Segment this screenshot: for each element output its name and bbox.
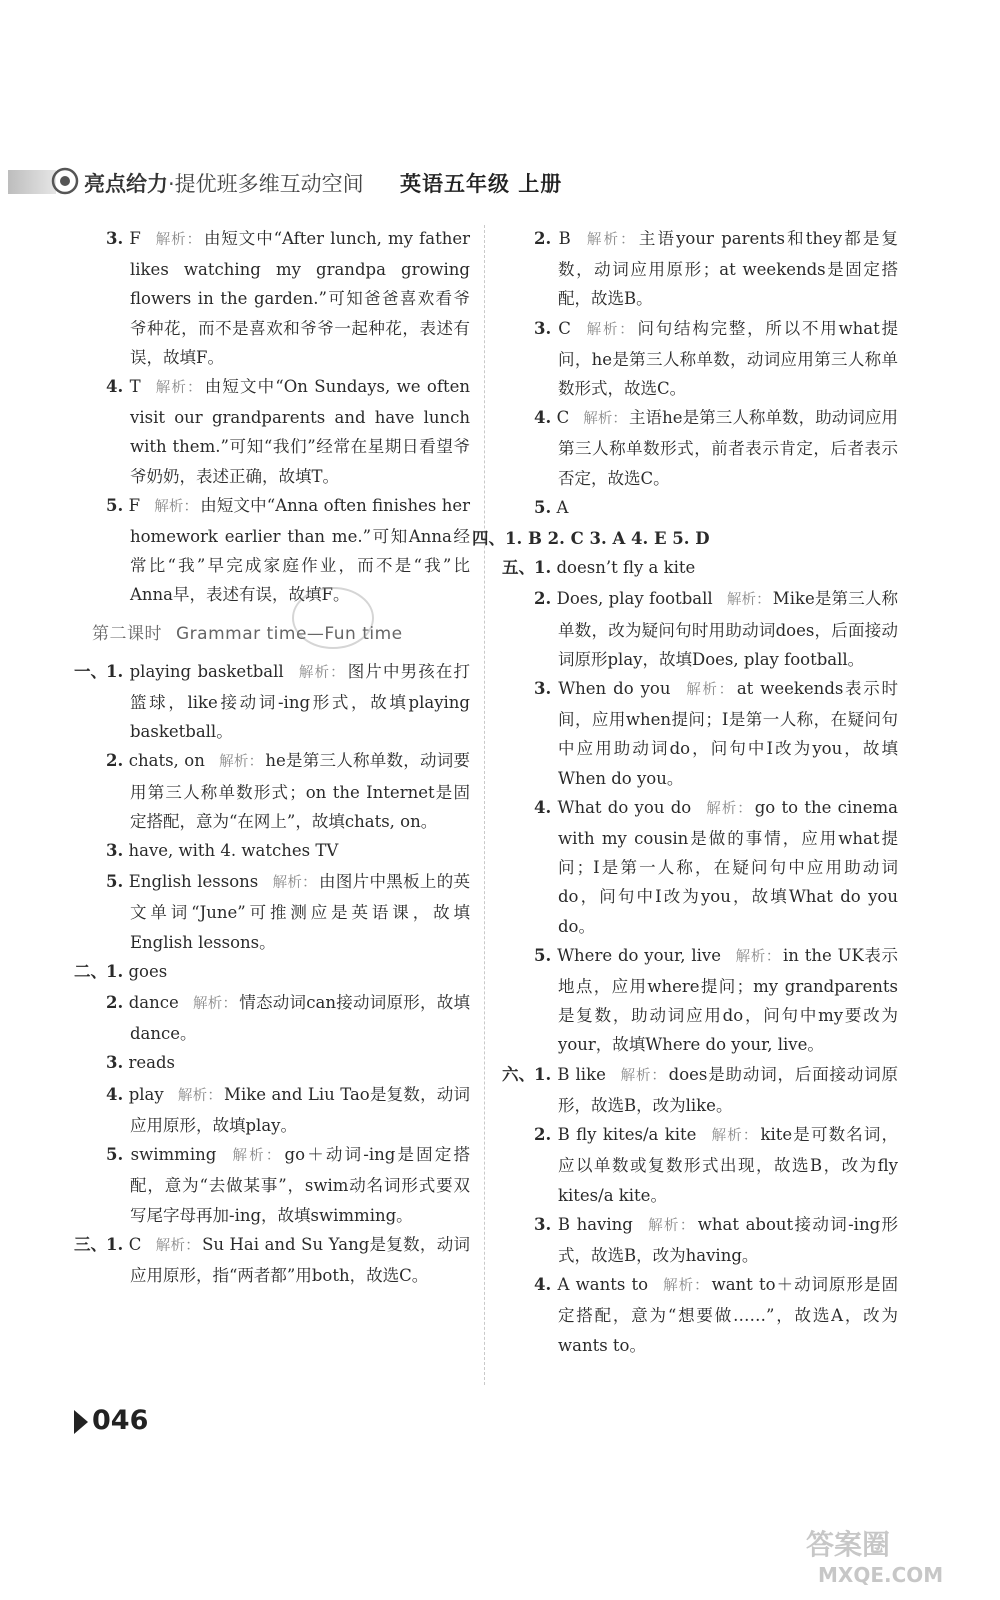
answer-item	[502, 1120, 898, 1210]
section-2	[74, 957, 470, 1230]
item-number: 1.	[534, 558, 552, 578]
answer-item	[502, 493, 898, 524]
item-answer: C	[556, 408, 570, 428]
analysis-label: 解析：	[584, 321, 636, 338]
answer-item	[502, 314, 898, 404]
analysis-label: 解析：	[192, 996, 238, 1013]
analysis-text: 由短文中“After lunch, my father likes watching my grandpa growing flowers in the garden.”可知爸爸喜欢看爷爷种花，而不是喜欢和爷爷一起种花，表述有误，故填F。	[130, 229, 470, 367]
answer-item	[74, 746, 470, 836]
item-number: 4.	[106, 1084, 124, 1104]
item-number: 1.	[106, 661, 124, 681]
item-answer: reads	[128, 1053, 176, 1073]
analysis-label: 解析：	[705, 800, 753, 817]
item-answer: Where do your, live	[557, 945, 721, 965]
analysis-text: he是第三人称单数，动词要用第三人称单数形式；on the Internet是固定搭配，意为“在网上”，故填chats, on。	[130, 751, 470, 831]
item-answer: Does, play football	[556, 589, 713, 609]
answer-item	[74, 988, 470, 1048]
analysis-text: does是助动词，后面接动词原形，故选B，改为like。	[558, 1064, 899, 1115]
item-number: 5.	[106, 1145, 124, 1165]
analysis-text: 主语he是第三人称单数，助动词应用第三人称单数形式，前者表示肯定，后者表示否定，故选C。	[558, 408, 898, 488]
item-number: 4.	[534, 408, 552, 428]
analysis-text: go to the cinema with my cousin是做的事情，应用what提问；I是第一人称，在疑问句中应用助动词do，问句中I改为you，故填What do you do。	[558, 797, 898, 936]
answer-item	[74, 1140, 470, 1230]
lesson-title-en: Grammar time—Fun time	[176, 623, 403, 644]
item-number: 3.	[106, 229, 124, 248]
analysis-text: 由图片中黑板上的英文单词“June”可推测应是英语课，故填English lessons。	[130, 872, 470, 952]
item-answer: dance	[128, 993, 179, 1013]
analysis-text: in the UK表示地点，应用where提问；my grandparents是复数，助动词应用do，问句中my要改为your，故填Where do your, live。	[558, 945, 899, 1055]
right-column	[472, 224, 899, 1360]
item-number: 3.	[534, 1214, 552, 1234]
analysis-label: 解析：	[710, 1128, 759, 1145]
page-number: 046	[92, 1405, 149, 1436]
analysis-text: Mike and Liu Tao是复数，动词应用原形，故填play。	[130, 1084, 470, 1135]
header-decor-bar	[8, 170, 56, 194]
answer-item	[502, 553, 898, 584]
answer-item	[502, 941, 898, 1060]
analysis-text: what about接动词-ing形式，故选B，改为having。	[558, 1214, 899, 1265]
answer-item	[502, 224, 898, 314]
section-head: 五、	[502, 558, 535, 578]
item-answer: swimming	[130, 1145, 217, 1165]
item-answer: B	[558, 229, 571, 248]
analysis-label: 解析：	[272, 875, 317, 892]
lesson-title	[92, 620, 470, 649]
analysis-label: 解析：	[726, 592, 771, 609]
answer-item	[74, 491, 470, 610]
analysis-text: want to＋动词原形是固定搭配，意为“想要做……”，故选A，改为wants to。	[558, 1275, 899, 1355]
item-answer: B fly kites/a kite	[557, 1125, 697, 1145]
item-number: 3.	[106, 841, 124, 861]
item-answer: What do you do	[557, 797, 692, 817]
brand-logo-icon	[50, 166, 80, 196]
analysis-text: 由短文中“On Sundays, we often visit our grandparents and have lunch with them.”可知“我们”经常在星期日看望爷爷奶奶，表述正确，故填T。	[130, 377, 470, 486]
answer-item	[502, 674, 898, 793]
item-number: 3.	[534, 318, 552, 338]
item-answer: C	[128, 1234, 142, 1254]
item-number: 5.	[534, 497, 552, 517]
answer-item	[74, 224, 470, 372]
item-number: 3.	[534, 679, 552, 699]
answer-item	[502, 403, 898, 493]
answer-item	[502, 1270, 898, 1360]
item-number: 2.	[534, 1125, 552, 1145]
column-divider	[484, 225, 485, 1385]
answer-item	[74, 1230, 470, 1290]
item-answer: play	[128, 1084, 164, 1104]
analysis-text: Mike是第三人称单数，改为疑问句时用助动词does，后面接动词原形play，故填Does, play football。	[558, 589, 899, 669]
answer-item	[74, 1048, 470, 1079]
item-answer: playing basketball	[129, 661, 284, 681]
lesson-title-cn: 第二课时	[92, 623, 162, 644]
analysis-text: 图片中男孩在打篮球，like接动词-ing形式，故填playing basketball。	[130, 661, 471, 742]
item-number: 1.	[106, 1234, 124, 1254]
item-answer: F	[129, 229, 141, 248]
item-answer: F	[128, 495, 141, 515]
item-number: 1.	[534, 1064, 552, 1084]
page-header	[0, 160, 1000, 204]
section-4-head: 四、	[472, 529, 505, 549]
item-answer: goes	[128, 961, 168, 981]
answer-item	[74, 867, 470, 957]
analysis-label: 解析：	[155, 1237, 201, 1254]
faint-stamp-mark	[288, 583, 378, 653]
page-arrow-icon	[74, 1410, 88, 1434]
analysis-text: 情态动词can接动词原形，故填dance。	[130, 993, 470, 1044]
brand-name: 亮点给力	[84, 172, 168, 196]
section-1	[74, 657, 470, 957]
analysis-label: 解析：	[177, 1087, 223, 1104]
answer-item	[502, 584, 898, 674]
analysis-text: 由短文中“Anna often finishes her homework earlier than me.”可知Anna经常比“我”早完成家庭作业，而不是“我”比Anna早，表述有误，故填F。	[130, 495, 471, 605]
brand-series: ·提优班多维互动空间	[168, 172, 364, 196]
section-head: 三、	[74, 1234, 107, 1254]
section-3	[74, 1230, 470, 1290]
section-6	[502, 1060, 898, 1360]
answer-item	[502, 1060, 898, 1120]
item-answer: B having	[557, 1214, 633, 1234]
analysis-text: at weekends表示时间，应用when提问；I是第一人称，在疑问句中应用助动词do，问句中I改为you，故填When do you。	[558, 679, 898, 788]
watermark-url: MXQE.COM	[818, 1563, 944, 1587]
left-column	[74, 224, 470, 1290]
item-answer: T	[129, 377, 141, 397]
analysis-text: 主语your parents和they都是复数，动词应用原形；at weekends是固定搭配，故选B。	[558, 229, 899, 309]
section-head: 二、	[74, 961, 107, 981]
item-number: 2.	[106, 751, 124, 771]
header-subject: 英语五年级 上册	[400, 172, 563, 196]
item-answer: When do you	[558, 679, 671, 699]
left-items-a	[74, 224, 470, 610]
item-number: 2.	[534, 589, 552, 609]
watermark-logo	[798, 1524, 978, 1588]
item-answer: have, with 4. watches TV	[128, 841, 339, 861]
analysis-label: 解析：	[662, 1278, 710, 1295]
item-answer: B like	[557, 1064, 606, 1084]
item-number: 4.	[106, 377, 124, 397]
analysis-text: kite是可数名词，应以单数或复数形式出现，故选B，改为fly kites/a kite。	[558, 1125, 899, 1205]
answer-item	[74, 657, 470, 747]
item-number: 2.	[106, 993, 124, 1013]
item-number: 4.	[534, 1275, 552, 1295]
right-items-a	[502, 224, 898, 524]
watermark-cn: 答案圈	[806, 1528, 891, 1561]
section-4-answers: 1. B 2. C 3. A 4. E 5. D	[505, 529, 710, 549]
item-answer: chats, on	[128, 751, 205, 771]
analysis-label: 解析：	[297, 664, 346, 681]
header-brand	[84, 168, 364, 198]
item-number: 5.	[534, 945, 552, 965]
analysis-label: 解析：	[584, 232, 637, 248]
analysis-label: 解析：	[735, 948, 781, 965]
item-answer: English lessons	[128, 872, 259, 892]
item-answer: doesn’t fly a kite	[556, 558, 696, 578]
section-head: 六、	[502, 1064, 535, 1084]
section-head: 一、	[74, 661, 107, 681]
analysis-label: 解析：	[583, 411, 627, 428]
analysis-label: 解析：	[154, 380, 203, 397]
analysis-label: 解析：	[646, 1217, 696, 1234]
analysis-label: 解析：	[684, 682, 735, 699]
answer-item	[502, 793, 898, 941]
answer-item	[74, 836, 470, 867]
analysis-text: 问句结构完整，所以不用what提问，he是第三人称单数，动词应用第三人称单数形式，故选C。	[558, 318, 899, 399]
analysis-label: 解析：	[154, 232, 202, 248]
answer-item	[74, 1080, 470, 1140]
item-number: 1.	[106, 961, 124, 981]
analysis-label: 解析：	[154, 498, 199, 515]
answer-item	[74, 957, 470, 988]
analysis-label: 解析：	[230, 1148, 283, 1165]
answer-item	[502, 1210, 898, 1270]
answer-item	[74, 372, 470, 491]
item-number: 5.	[106, 872, 124, 892]
analysis-text: Su Hai and Su Yang是复数，动词应用原形，指“两者都”用both，故选C。	[130, 1234, 471, 1285]
item-answer: C	[558, 318, 571, 338]
item-answer: A wants to	[557, 1275, 649, 1295]
section-4	[472, 524, 898, 553]
item-number: 4.	[534, 797, 552, 817]
analysis-text: go＋动词-ing是固定搭配，意为“去做某事”，swim动名词形式要双写尾字母再加-ing，故填swimming。	[130, 1145, 471, 1225]
item-number: 3.	[106, 1053, 124, 1073]
item-number: 2.	[534, 229, 552, 248]
analysis-label: 解析：	[218, 754, 264, 771]
analysis-label: 解析：	[619, 1067, 667, 1084]
section-5	[502, 553, 898, 1059]
item-answer: A	[556, 497, 569, 517]
item-number: 5.	[106, 495, 124, 515]
